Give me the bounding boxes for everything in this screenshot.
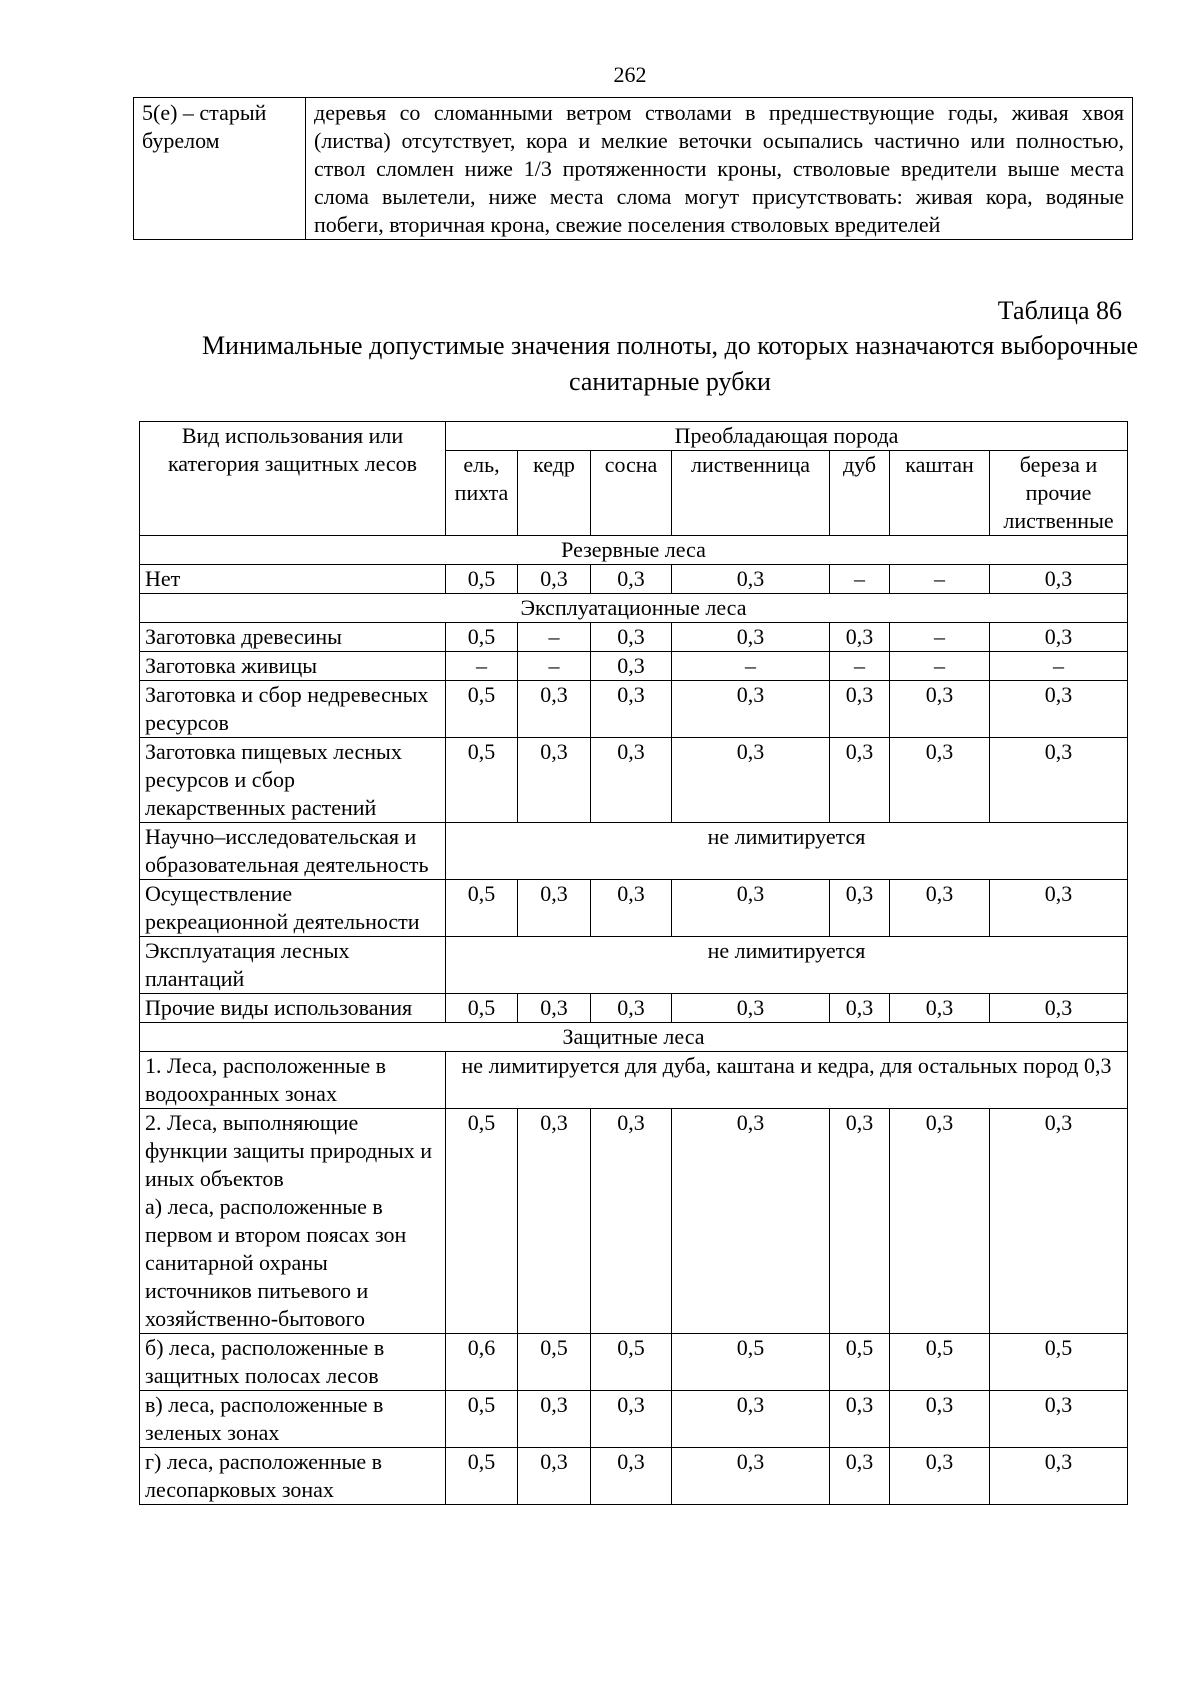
value-cell: 0,3 (890, 1448, 990, 1505)
value-cell: 0,3 (990, 623, 1128, 652)
value-cell: 0,3 (890, 681, 990, 738)
page-number: 262 (613, 62, 647, 87)
value-cell: 0,3 (672, 565, 830, 594)
table-row (140, 681, 1128, 738)
section-header-row (140, 594, 1128, 623)
row-label-cell: Заготовка и сбор недревесных ресурсов (140, 681, 446, 738)
value-cell: 0,3 (990, 1391, 1128, 1448)
value-cell: 0,3 (990, 1448, 1128, 1505)
row-label-cell: Осуществление рекреационной деятельности (140, 880, 446, 937)
value-cell: 0,3 (990, 738, 1128, 823)
value-cell: 0,5 (446, 1448, 518, 1505)
value-cell: 0,3 (990, 880, 1128, 937)
value-cell: 0,5 (446, 1109, 518, 1334)
value-cell: – (890, 565, 990, 594)
previous-table-continuation (133, 97, 1133, 240)
row-label-cell: Эксплуатация лесных плантаций (140, 937, 446, 994)
merged-value-cell: не лимитируется для дуба, каштана и кедра, для остальных пород 0,3 (446, 1052, 1128, 1109)
row-label-cell: Заготовка пищевых лесных ресурсов и сбор лекарственных растений (140, 738, 446, 823)
merged-value-cell: не лимитируется (446, 937, 1128, 994)
species-header-cell: сосна (591, 451, 672, 536)
table-row (140, 652, 1128, 681)
value-cell: 0,3 (672, 1448, 830, 1505)
table-row (140, 738, 1128, 823)
section-header-row (140, 1023, 1128, 1052)
species-header-cell: каштан (890, 451, 990, 536)
row-label-cell: Научно–исследовательская и образовательная деятельность (140, 823, 446, 880)
header-row-1 (140, 422, 1128, 451)
value-cell: 0,5 (990, 1334, 1128, 1391)
value-cell: – (890, 652, 990, 681)
value-cell: – (990, 652, 1128, 681)
value-cell: 0,3 (518, 565, 591, 594)
value-cell: 0,3 (591, 1391, 672, 1448)
species-header-cell: кедр (518, 451, 591, 536)
species-header-cell: лиственница (672, 451, 830, 536)
section-header-row (140, 536, 1128, 565)
value-cell: 0,3 (518, 1391, 591, 1448)
value-cell: 0,3 (591, 652, 672, 681)
value-cell: 0,5 (446, 738, 518, 823)
value-cell: 0,5 (446, 994, 518, 1023)
value-cell: – (518, 652, 591, 681)
value-cell: 0,3 (830, 880, 890, 937)
row-label-cell: Нет (140, 565, 446, 594)
table-body (140, 536, 1128, 1505)
table-row (140, 1391, 1128, 1448)
value-cell: 0,3 (990, 681, 1128, 738)
value-cell: 0,3 (890, 1391, 990, 1448)
value-cell: – (672, 652, 830, 681)
value-cell: 0,5 (446, 1391, 518, 1448)
value-cell: 0,5 (591, 1334, 672, 1391)
table-row (140, 1109, 1128, 1334)
value-cell: 0,3 (672, 738, 830, 823)
row-label-cell: в) леса, расположенные в зеленых зонах (140, 1391, 446, 1448)
table-row (140, 994, 1128, 1023)
row-label-cell: 2. Леса, выполняющие функции защиты природных и иных объектов а) леса, расположенные в первом и втором поясах зон санитарной охраны источников питьевого и хозяйственно-бытового (140, 1109, 446, 1334)
value-cell: – (890, 623, 990, 652)
value-cell: 0,3 (672, 1109, 830, 1334)
value-cell: 0,5 (446, 681, 518, 738)
value-cell: 0,3 (890, 880, 990, 937)
value-cell: 0,3 (990, 994, 1128, 1023)
table-row (134, 98, 1133, 240)
table-row (140, 880, 1128, 937)
value-cell: 0,3 (518, 880, 591, 937)
value-cell: – (830, 565, 890, 594)
value-cell: 0,3 (591, 1109, 672, 1334)
value-cell: 0,3 (990, 565, 1128, 594)
value-cell: 0,3 (591, 1448, 672, 1505)
value-cell: 0,3 (830, 623, 890, 652)
row-label-cell: Прочие виды использования (140, 994, 446, 1023)
value-cell: 0,3 (672, 994, 830, 1023)
merged-value-cell: не лимитируется (446, 823, 1128, 880)
value-cell: 0,5 (890, 1334, 990, 1391)
value-cell: 0,3 (518, 738, 591, 823)
value-cell: 0,3 (591, 994, 672, 1023)
value-cell: 0,3 (672, 623, 830, 652)
value-cell: 0,3 (830, 994, 890, 1023)
value-cell: 0,5 (446, 565, 518, 594)
species-header-cell: ель, пихта (446, 451, 518, 536)
species-header-cell: дуб (830, 451, 890, 536)
row-label-cell: Заготовка живицы (140, 652, 446, 681)
value-cell: 0,3 (518, 1109, 591, 1334)
row-label-cell: 1. Леса, расположенные в водоохранных зонах (140, 1052, 446, 1109)
section-title: Защитные леса (140, 1023, 1128, 1052)
table-row (140, 1052, 1128, 1109)
table-number: Таблица 86 (997, 296, 1122, 325)
value-cell: 0,6 (446, 1334, 518, 1391)
density-table (139, 421, 1128, 1505)
value-cell: 0,3 (591, 565, 672, 594)
value-cell: 0,3 (890, 1109, 990, 1334)
value-cell: 0,3 (672, 1391, 830, 1448)
value-cell: 0,3 (830, 1109, 890, 1334)
value-cell: 0,5 (446, 880, 518, 937)
table-row (140, 1448, 1128, 1505)
species-header-cell: береза и прочие лиственные (990, 451, 1128, 536)
section-title: Резервные леса (140, 536, 1128, 565)
value-cell: 0,3 (591, 738, 672, 823)
value-cell: 0,3 (890, 994, 990, 1023)
value-cell: 0,3 (591, 681, 672, 738)
value-cell: 0,5 (830, 1334, 890, 1391)
header-usage-cell: Вид использования или категория защитных лесов (140, 422, 446, 536)
value-cell: 0,5 (672, 1334, 830, 1391)
category-cell: 5(е) – старый бурелом (134, 98, 306, 240)
header-group-cell: Преобладающая порода (446, 422, 1128, 451)
description-cell: деревья со сломанными ветром стволами в предшествующие годы, живая хвоя (листва) отсутствует, кора и мелкие веточки осыпались частично или полностью, ствол сломлен ниже 1/3 протяженности кроны, стволовые вредители выше места слома вылетели, ниже места слома могут присутствовать: живая кора, водяные побеги, вторичная крона, свежие поселения стволовых вредителей (306, 98, 1133, 240)
value-cell: – (518, 623, 591, 652)
value-cell: 0,3 (672, 681, 830, 738)
table-row (140, 823, 1128, 880)
value-cell: 0,3 (672, 880, 830, 937)
value-cell: – (830, 652, 890, 681)
row-label-cell: Заготовка древесины (140, 623, 446, 652)
value-cell: 0,3 (830, 1448, 890, 1505)
value-cell: 0,3 (591, 623, 672, 652)
value-cell: 0,3 (518, 681, 591, 738)
value-cell: 0,3 (890, 738, 990, 823)
row-label-cell: б) леса, расположенные в защитных полосах лесов (140, 1334, 446, 1391)
value-cell: – (446, 652, 518, 681)
table-row (140, 1334, 1128, 1391)
section-title: Эксплуатационные леса (140, 594, 1128, 623)
value-cell: 0,3 (990, 1109, 1128, 1334)
value-cell: 0,5 (446, 623, 518, 652)
row-label-cell: г) леса, расположенные в лесопарковых зонах (140, 1448, 446, 1505)
value-cell: 0,3 (830, 1391, 890, 1448)
value-cell: 0,3 (518, 994, 591, 1023)
value-cell: 0,3 (591, 880, 672, 937)
value-cell: 0,3 (830, 681, 890, 738)
value-cell: 0,5 (518, 1334, 591, 1391)
table-row (140, 565, 1128, 594)
value-cell: 0,3 (518, 1448, 591, 1505)
table-title: Минимальные допустимые значения полноты, до которых назначаются выборочные санитарные рубки (201, 331, 1139, 396)
table-row (140, 937, 1128, 994)
value-cell: 0,3 (830, 738, 890, 823)
table-row (140, 623, 1128, 652)
